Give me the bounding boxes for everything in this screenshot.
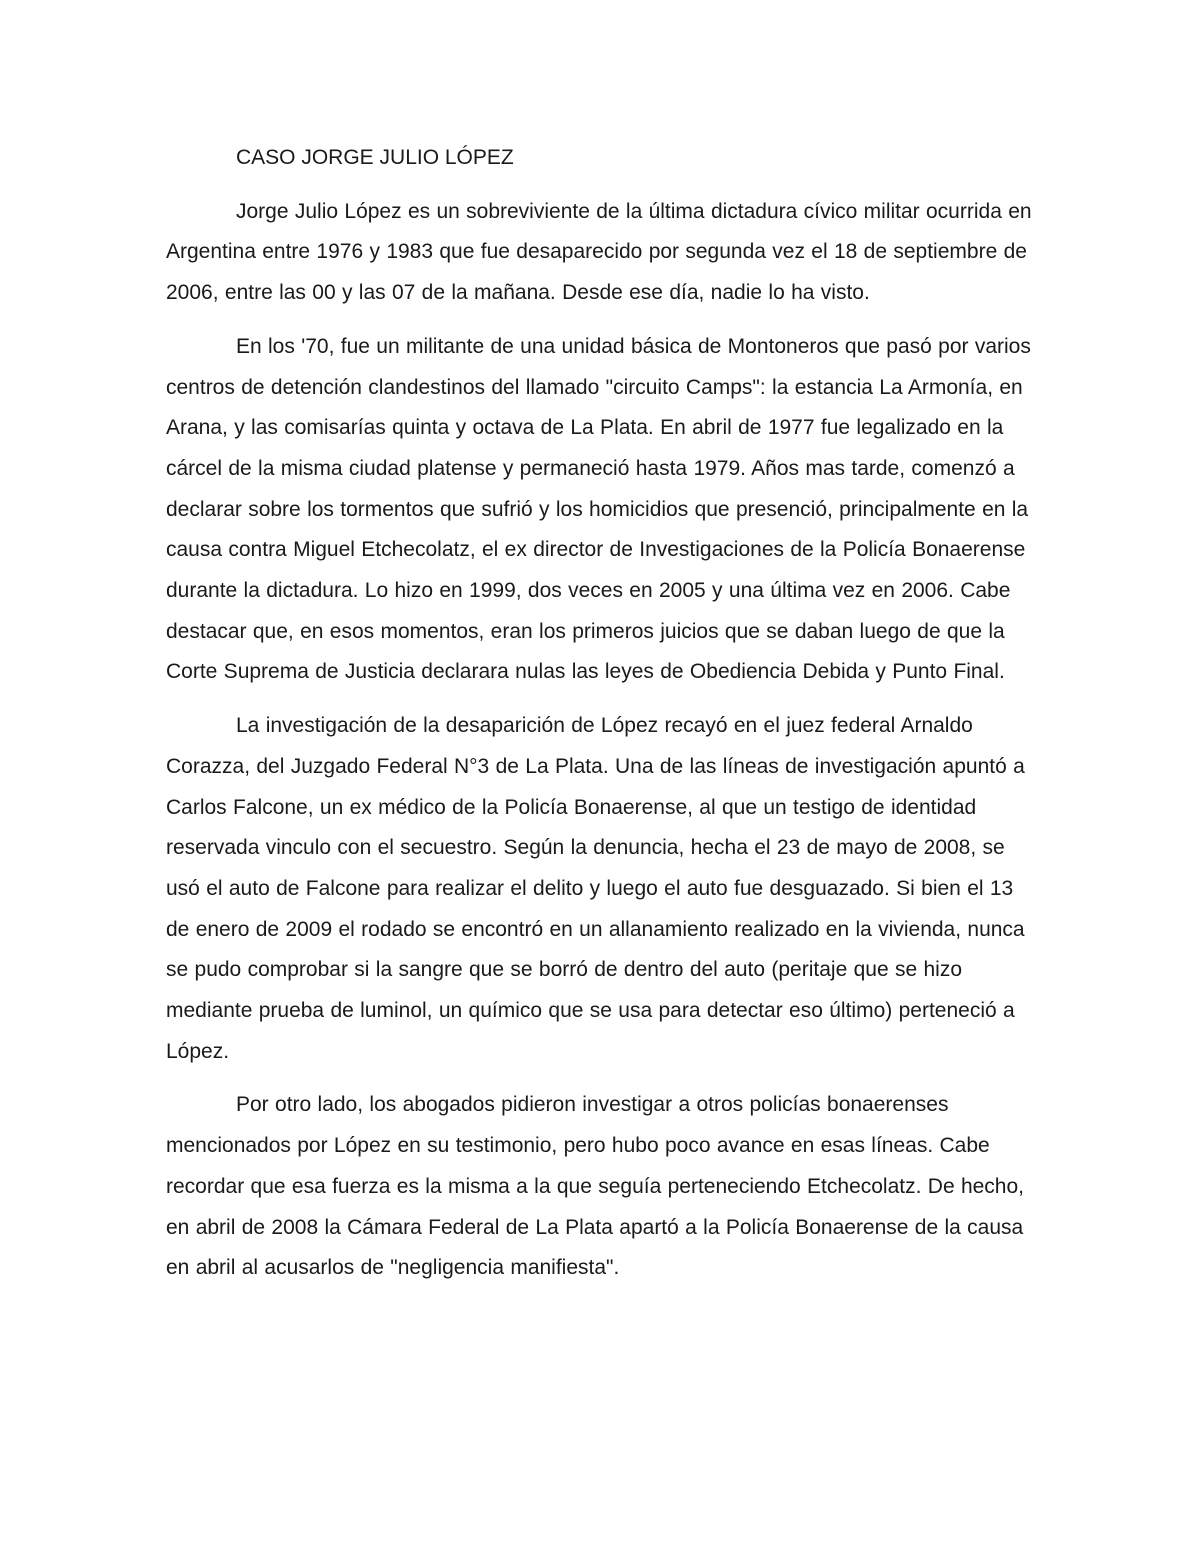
paragraph-3: La investigación de la desaparición de López recayó en el juez federal Arnaldo Corazza, del Juzgado Federal N°3 de La Plata. Una de las líneas de investigación apuntó a Carlos Falcone, un ex médico de la Policía Bonaerense, al que un testigo de identidad reservada vinculo con el secuestro. Según la denuncia, hecha el 23 de mayo de 2008, se usó el auto de Falcone para realizar el delito y luego el auto fue desguazado. Si bien el 13 de enero de 2009 el rodado se encontró en un allanamiento realizado en la vivienda, nunca se pudo comprobar si la sangre que se borró de dentro del auto (peritaje que se hizo mediante prueba de luminol, un químico que se usa para detectar eso último) perteneció a López. [166, 714, 1025, 1063]
paragraph-4: Por otro lado, los abogados pidieron investigar a otros policías bonaerenses mencionados por López en su testimonio, pero hubo poco avance en esas líneas. Cabe recordar que esa fuerza es la misma a la que seguía perteneciendo Etchecolatz. De hecho, en abril de 2008 la Cámara Federal de La Plata apartó a la Policía Bonaerense de la causa en abril al acusarlos de "negligencia manifiesta". [166, 1093, 1025, 1280]
document-title: CASO JORGE JULIO LÓPEZ [236, 146, 514, 169]
paragraph-2: En los '70, fue un militante de una unidad básica de Montoneros que pasó por varios centros de detención clandestinos del llamado "circuito Camps": la estancia La Armonía, en Arana, y las comisarías quinta y octava de La Plata. En abril de 1977 fue legalizado en la cárcel de la misma ciudad platense y permaneció hasta 1979. Años mas tarde, comenzó a declarar sobre los tormentos que sufrió y los homicidios que presenció, principalmente en la causa contra Miguel Etchecolatz, el ex director de Investigaciones de la Policía Bonaerense durante la dictadura. Lo hizo en 1999, dos veces en 2005 y una última vez en 2006. Cabe destacar que, en esos momentos, eran los primeros juicios que se daban luego de que la Corte Suprema de Justicia declarara nulas las leyes de Obediencia Debida y Punto Final. [166, 334, 1031, 684]
document-page [166, 138, 1040, 1302]
paragraph-1: Jorge Julio López es un sobreviviente de la última dictadura cívico militar ocurrida en Argentina entre 1976 y 1983 que fue desaparecido por segunda vez el 18 de septiembre de 2006, entre las 00 y las 07 de la mañana. Desde ese día, nadie lo ha visto. [166, 199, 1032, 305]
